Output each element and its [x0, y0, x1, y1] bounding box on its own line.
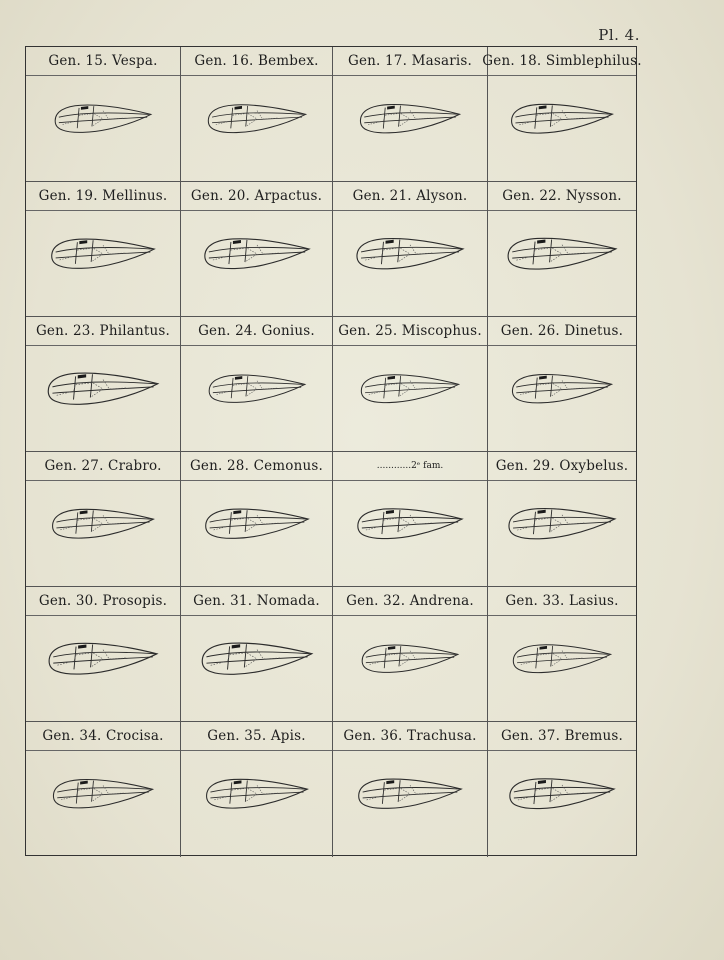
genus-cell	[26, 47, 181, 182]
genus-label: Gen. 18. Simblephilus.	[488, 47, 636, 76]
genus-label: ............2ᵉ fam.	[333, 452, 487, 481]
genus-cell	[181, 722, 333, 857]
wing-illustration	[49, 505, 158, 544]
wing-illustration	[44, 368, 162, 410]
genus-label: Gen. 32. Andrena.	[333, 587, 487, 616]
wing-illustration	[205, 371, 308, 408]
genus-cell	[488, 452, 636, 587]
wing-illustration	[504, 233, 620, 274]
genus-cell	[181, 317, 333, 452]
genus-cell	[488, 317, 636, 452]
wing-illustration	[50, 775, 157, 813]
genus-label: Gen. 20. Arpactus.	[181, 182, 332, 211]
wing-illustration	[200, 234, 312, 274]
genus-label: Gen. 22. Nysson.	[488, 182, 636, 211]
genus-cell	[181, 452, 333, 587]
wing-illustration	[202, 775, 311, 814]
genus-cell	[26, 452, 181, 587]
genus-cell	[333, 587, 488, 722]
genus-label: Gen. 28. Cemonus.	[181, 452, 332, 481]
plate-number: Pl. 4.	[598, 26, 640, 44]
genus-label: Gen. 25. Miscophus.	[333, 317, 487, 346]
genus-cell	[488, 722, 636, 857]
genus-label: Gen. 19. Mellinus.	[26, 182, 180, 211]
wing-illustration	[353, 234, 467, 275]
genus-cell	[333, 317, 488, 452]
wing-illustration	[48, 234, 159, 273]
genus-label: Gen. 34. Crocisa.	[26, 722, 180, 751]
wing-illustration	[51, 101, 154, 138]
genus-label: Gen. 31. Nomada.	[181, 587, 332, 616]
wing-grid	[26, 47, 642, 855]
genus-cell	[333, 452, 488, 587]
wing-illustration	[509, 370, 616, 408]
wing-illustration	[505, 504, 619, 545]
genus-label: Gen. 35. Apis.	[181, 722, 332, 751]
genus-label: Gen. 24. Gonius.	[181, 317, 332, 346]
genus-cell	[488, 182, 636, 317]
wing-illustration	[508, 100, 617, 139]
genus-label: Gen. 33. Lasius.	[488, 587, 636, 616]
genus-label: Gen. 23. Philantus.	[26, 317, 180, 346]
genus-label: Gen. 37. Bremus.	[488, 722, 636, 751]
genus-label: Gen. 15. Vespa.	[26, 47, 180, 76]
wing-illustration	[198, 638, 316, 680]
genus-label: Gen. 27. Crabro.	[26, 452, 180, 481]
genus-cell	[181, 587, 333, 722]
wing-illustration	[355, 774, 466, 813]
wing-illustration	[45, 638, 161, 679]
genus-label: Gen. 36. Trachusa.	[333, 722, 487, 751]
genus-cell	[26, 317, 181, 452]
wing-illustration	[201, 504, 312, 543]
wing-illustration	[358, 641, 461, 678]
genus-cell	[482, 47, 642, 182]
genus-label: Gen. 29. Oxybelus.	[488, 452, 636, 481]
genus-label: Gen. 21. Alyson.	[333, 182, 487, 211]
genus-cell	[26, 722, 181, 857]
wing-illustration	[358, 370, 463, 407]
genus-label: Gen. 16. Bembex.	[181, 47, 332, 76]
genus-cell	[181, 47, 333, 182]
genus-cell	[488, 587, 636, 722]
wing-illustration	[510, 640, 615, 677]
genus-cell	[333, 47, 488, 182]
genus-cell	[333, 722, 488, 857]
genus-label: Gen. 26. Dinetus.	[488, 317, 636, 346]
wing-illustration	[357, 100, 464, 138]
wing-illustration	[506, 774, 618, 814]
wing-plate-table	[25, 46, 642, 856]
genus-cell	[181, 182, 333, 317]
wing-illustration	[204, 100, 309, 137]
genus-label: Gen. 17. Masaris.	[333, 47, 487, 76]
genus-cell	[26, 587, 181, 722]
genus-cell	[26, 182, 181, 317]
genus-cell	[333, 182, 488, 317]
genus-label: Gen. 30. Prosopis.	[26, 587, 180, 616]
wing-illustration	[354, 504, 466, 544]
